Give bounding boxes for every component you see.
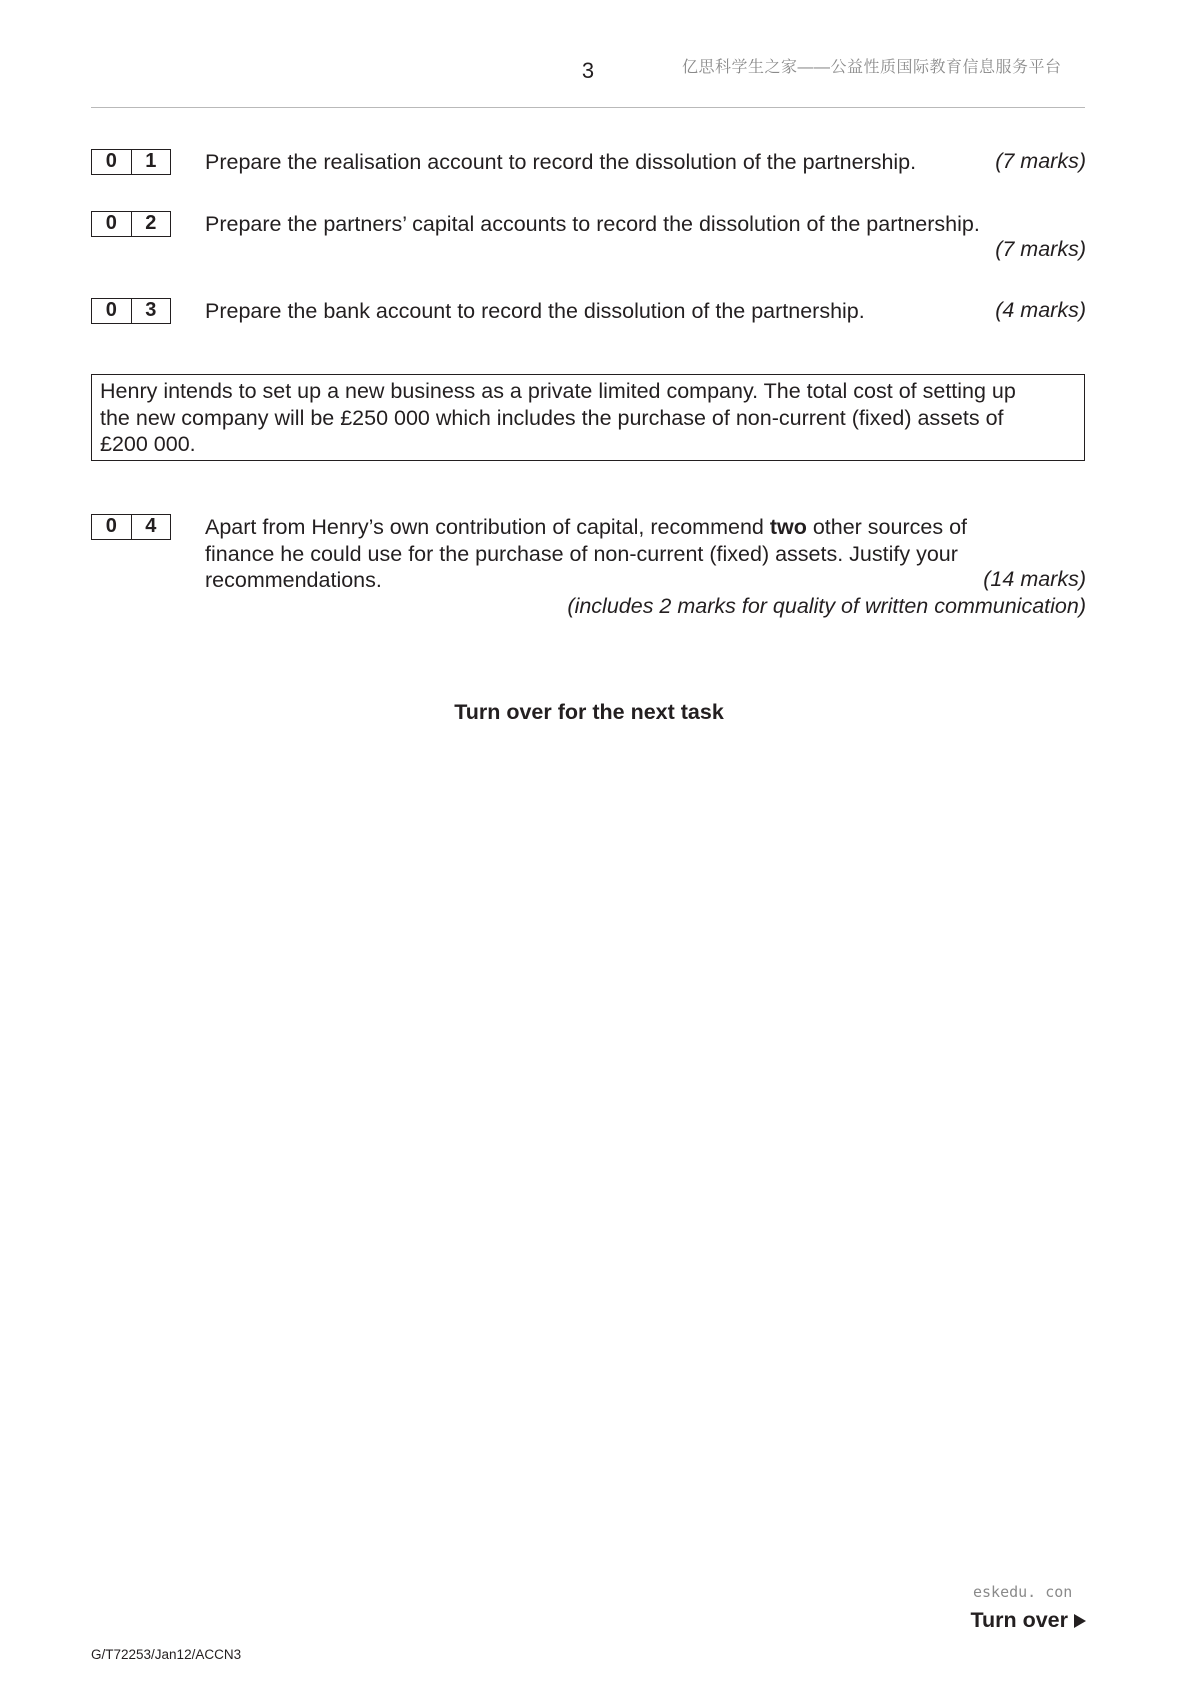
question-02-marks: (7 marks) (995, 237, 1086, 261)
question-number-box-01 (91, 149, 171, 175)
question-number-box-02 (91, 211, 171, 237)
emphasis-word: two (769, 515, 807, 539)
footer-watermark: eskedu. con (973, 1583, 1073, 1601)
question-number-box-04 (91, 514, 171, 540)
question-03-text: Prepare the bank account to record the dissolution of the partnership. (205, 299, 865, 323)
question-digit: 4 (131, 515, 171, 539)
question-04-text (205, 514, 967, 594)
question-01-text: Prepare the realisation account to record the dissolution of the partnership. (205, 150, 917, 174)
header-watermark: 亿思科学生之家——公益性质国际教育信息服务平台 (682, 59, 1062, 76)
question-digit: 0 (105, 299, 117, 321)
right-triangle-arrow-icon (1074, 1614, 1086, 1628)
question-digit: 1 (131, 150, 171, 174)
question-digit: 2 (131, 212, 171, 236)
info-line: Henry intends to set up a new business as a private limited company. The total cost of setting up (100, 379, 1016, 403)
question-04-line (205, 514, 967, 541)
question-04-marks: (14 marks) (983, 567, 1086, 591)
page-number: 3 (581, 58, 595, 83)
header-divider (91, 107, 1085, 108)
question-04-marks-note: (includes 2 marks for quality of written communication) (567, 594, 1086, 618)
question-04-text-part: other sources of (806, 515, 967, 539)
paper-code: G/T72253/Jan12/ACCN3 (91, 1647, 242, 1662)
question-digit: 0 (105, 515, 117, 537)
turn-over-next-task: Turn over for the next task (454, 700, 724, 724)
info-line: £200 000. (100, 432, 196, 456)
question-number-box-03 (91, 298, 171, 324)
question-04-line: recommendations. (205, 568, 382, 592)
question-04-line: finance he could use for the purchase of non-current (fixed) assets. Justify your (205, 541, 958, 566)
info-line: the new company will be £250 000 which includes the purchase of non-current (fixed) assets of (100, 405, 1004, 430)
question-01-marks: (7 marks) (995, 149, 1086, 173)
turn-over-label: Turn over (970, 1608, 1068, 1632)
turn-over-footer (970, 1608, 1086, 1633)
question-digit: 0 (105, 150, 117, 172)
question-digit: 3 (131, 299, 171, 323)
question-03-marks: (4 marks) (995, 298, 1086, 322)
question-04-text-part: Apart from Henry’s own contribution of capital, recommend (205, 515, 770, 539)
question-02-text: Prepare the partners’ capital accounts to record the dissolution of the partnership. (205, 212, 980, 236)
question-digit: 0 (105, 212, 117, 234)
scenario-info-box (91, 374, 1085, 461)
